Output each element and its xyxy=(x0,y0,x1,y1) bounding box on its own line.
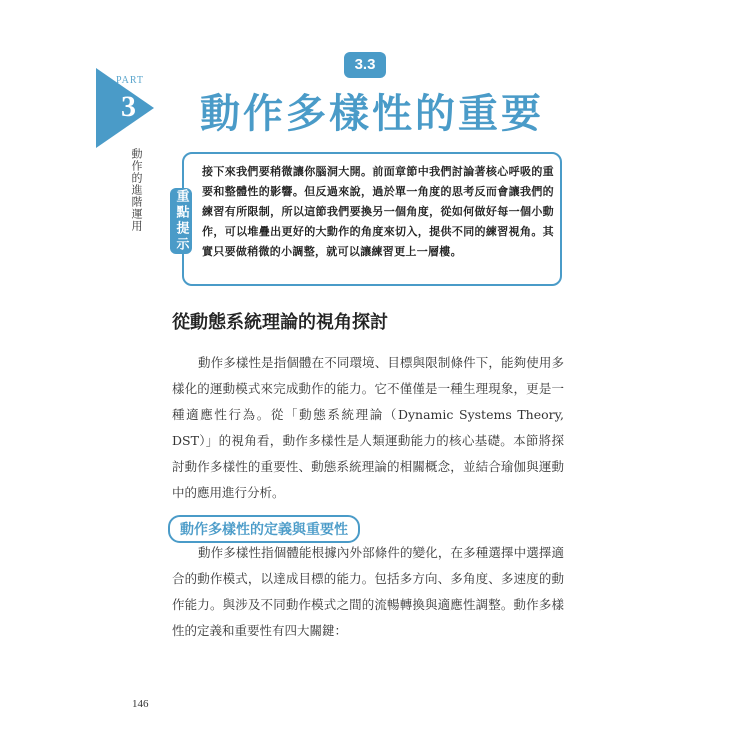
page-title: 動作多樣性的重要 xyxy=(200,91,544,137)
part-number: 3 xyxy=(121,90,136,123)
page-number: 146 xyxy=(132,698,149,710)
subheading-pill: 動作多樣性的定義與重要性 xyxy=(168,515,360,543)
body-paragraph-1: 動作多樣性是指個體在不同環境、目標與限制條件下，能夠使用多樣化的運動模式來完成動作的能力。它不僅僅是一種生理現象，更是一種適應性行為。從「動態系統理論（Dynamic Systems Theory, DST）」的視角看，動作多樣性是人類運動能力的核心基礎。本節將探討動作多樣性的重要性、動態系統理論的相關概念，並結合瑜伽與運動中的應用進行分析。 xyxy=(172,355,564,500)
chapter-title: 動作的進階運用 xyxy=(130,148,143,232)
tip-tag: 重點提示 xyxy=(170,188,192,254)
tip-text: 接下來我們要稍微讓你腦洞大開。前面章節中我們討論著核心呼吸的重要和整體性的影響。但反過來說，過於單一角度的思考反而會讓我們的練習有所限制，所以這節我們要換另一個角度，從如何做好每一個小動作，可以堆疊出更好的大動作的角度來切入，提供不同的練習視角。其實只要做稍微的小調整，就可以讓練習更上一層樓。 xyxy=(202,165,554,258)
body-paragraph-2: 動作多樣性指個體能根據內外部條件的變化，在多種選擇中選擇適合的動作模式，以達成目標的能力。包括多方向、多角度、多速度的動作能力。與涉及不同動作模式之間的流暢轉換與適應性調整。動作多樣性的定義和重要性有四大關鍵： xyxy=(172,545,564,638)
part-label: PART xyxy=(116,75,145,86)
section-number-badge: 3.3 xyxy=(344,52,386,78)
section-heading: 從動態系統理論的視角探討 xyxy=(172,312,388,333)
